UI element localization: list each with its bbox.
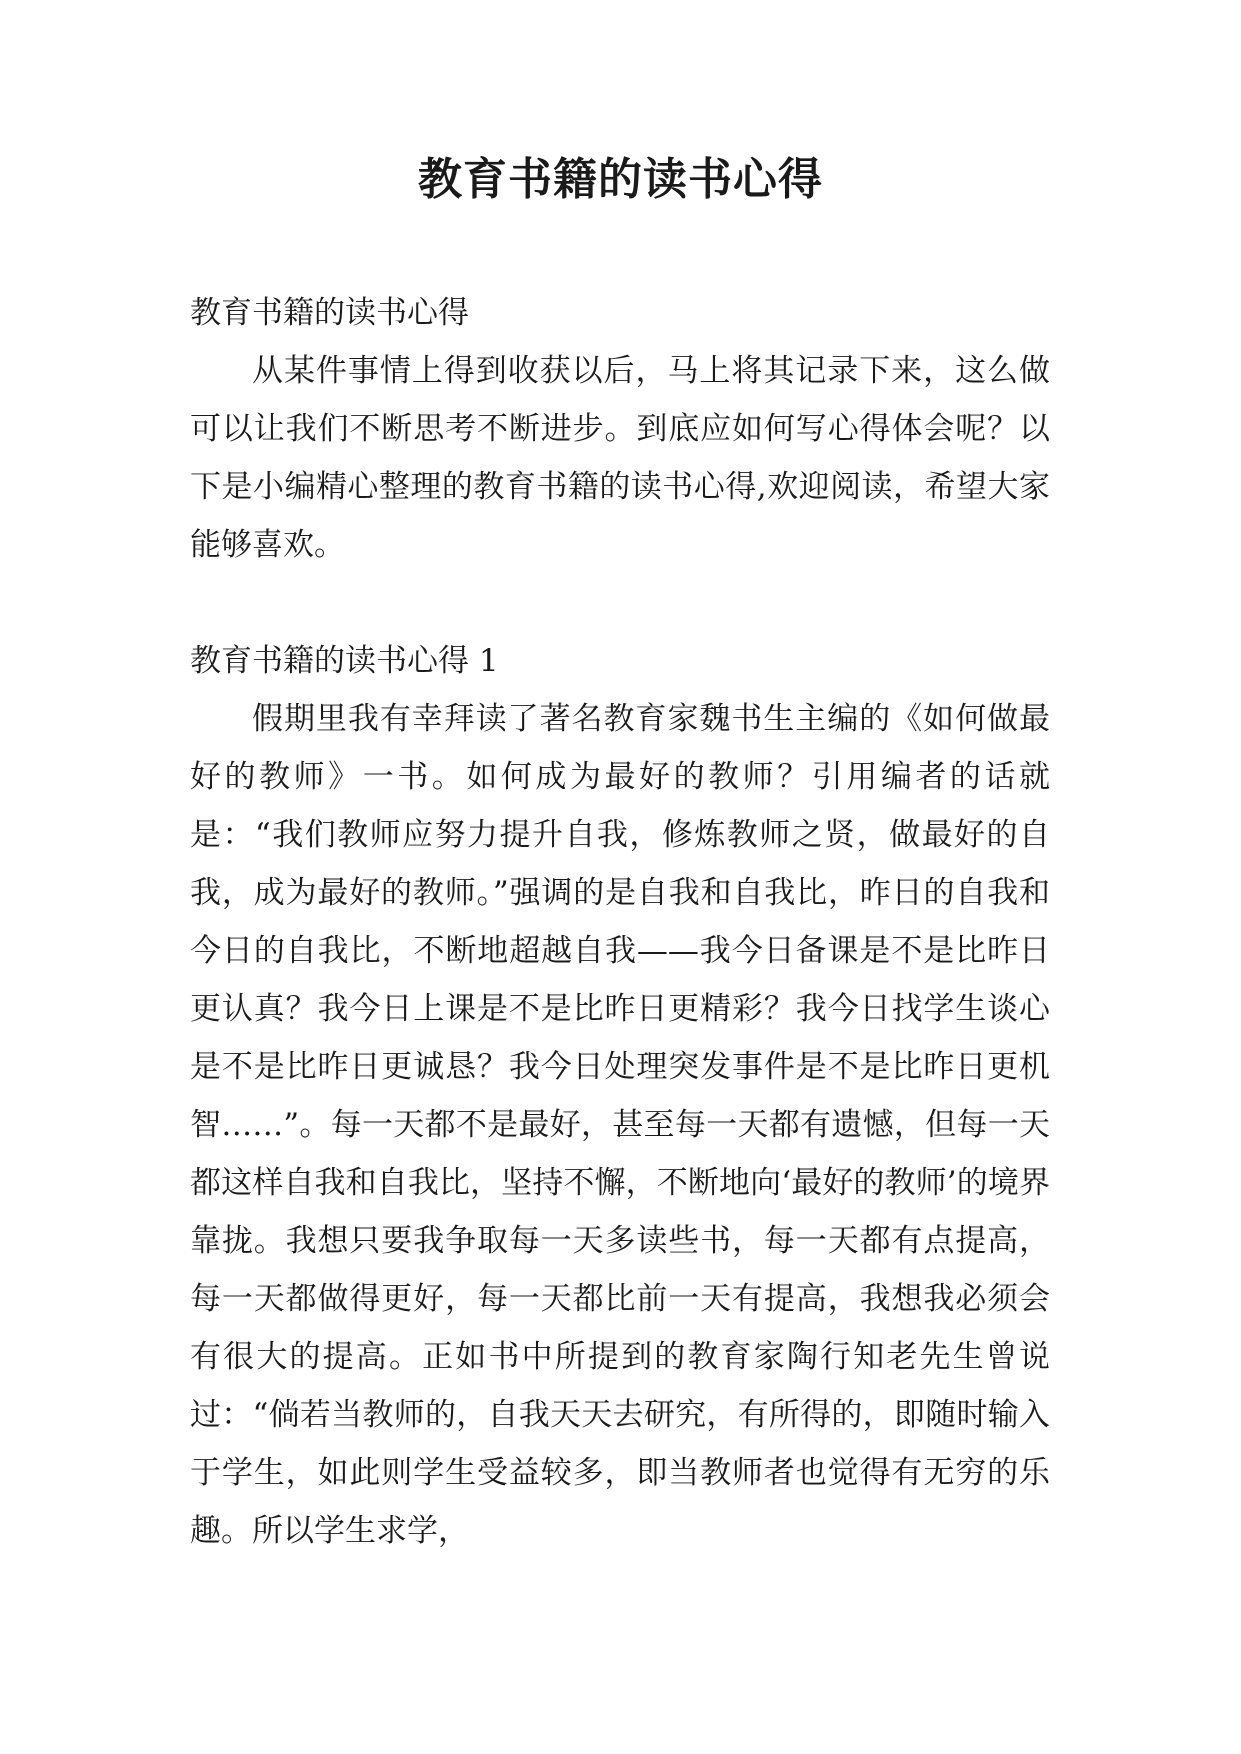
intro-heading: 教育书籍的读书心得: [190, 295, 469, 331]
section-1-heading: 教育书籍的读书心得 1: [190, 643, 499, 679]
intro-paragraph: 从某件事情上得到收获以后，马上将其记录下来，这么做可以让我们不断思考不断进步。到底应如何写心得体会呢？以下是小编精心整理的教育书籍的读书心得,欢迎阅读，希望大家能够喜欢。: [190, 353, 1050, 563]
document-body: [190, 284, 1050, 1560]
document-title: 教育书籍的读书心得: [418, 154, 823, 205]
section-spacer: [190, 574, 1050, 632]
section-1-paragraph: 假期里我有幸拜读了著名教育家魏书生主编的《如何做最好的教师》一书。如何成为最好的教师？引用编者的话就是：“我们教师应努力提升自我，修炼教师之贤，做最好的自我，成为最好的教师。”强调的是自我和自我比，昨日的自我和今日的自我比，不断地超越自我——我今日备课是不是比昨日更认真？我今日上课是不是比昨日更精彩？我今日找学生谈心是不是比昨日更诚恳？我今日处理突发事件是不是比昨日更机智……”。每一天都不是最好，甚至每一天都有遗憾，但每一天都这样自我和自我比，坚持不懈，不断地向‘最好的教师’的境界靠拢。我想只要我争取每一天多读些书，每一天都有点提高，每一天都做得更好，每一天都比前一天有提高，我想我必须会有很大的提高。正如书中所提到的教育家陶行知老先生曾说过：“倘若当教师的，自我天天去研究，有所得的，即随时输入于学生，如此则学生受益较多，即当教师者也觉得有无穷的乐趣。所以学生求学，: [190, 701, 1050, 1549]
